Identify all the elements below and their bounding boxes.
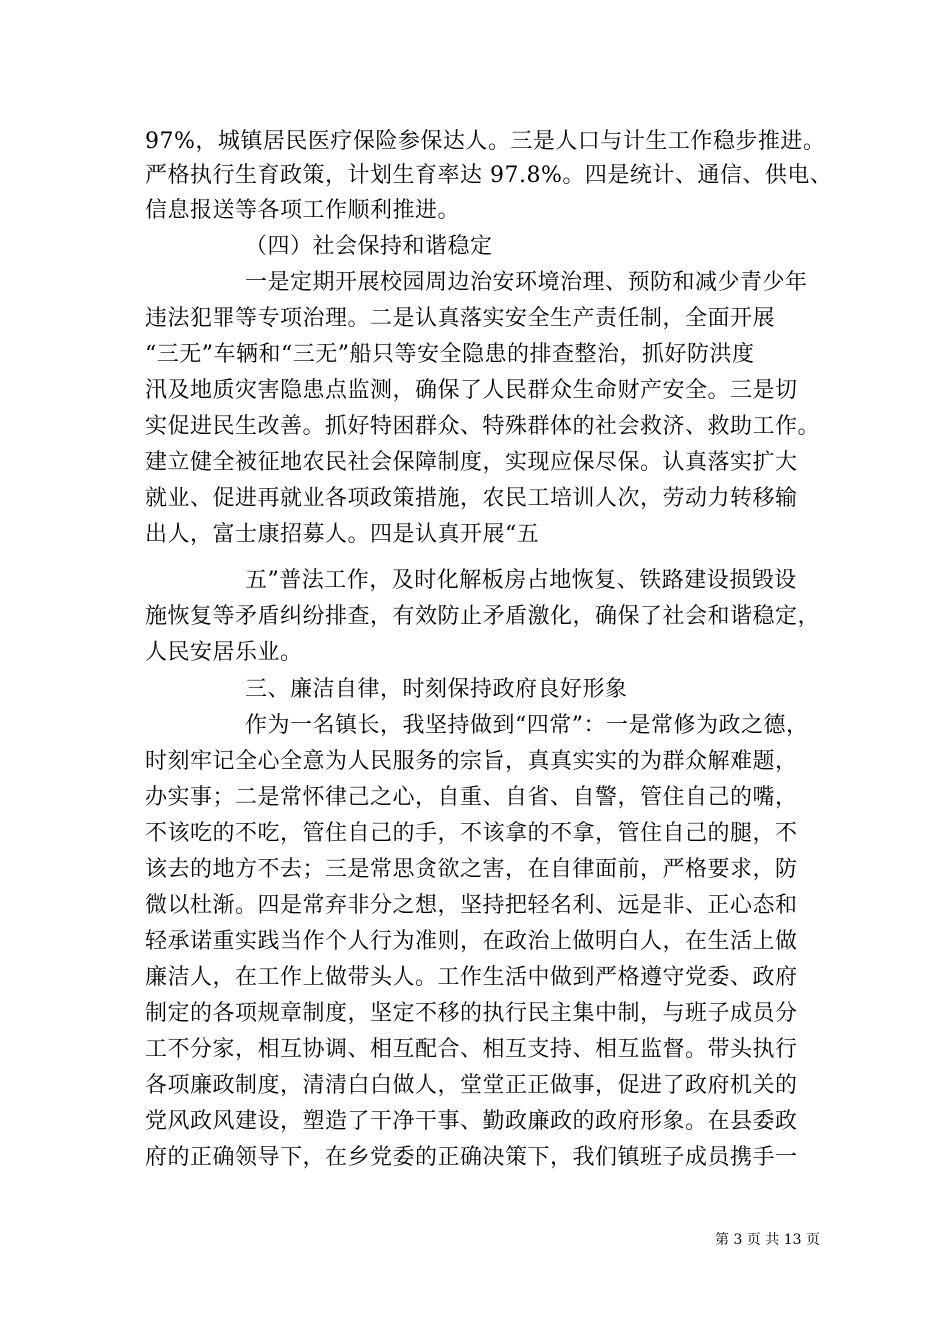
body-text-line: 人民安居乐业。	[145, 640, 303, 665]
body-text-line: 该去的地方不去；三是常思贪欲之害，在自律面前，严格要求，防	[145, 857, 798, 882]
body-text-line: “三无”车辆和“三无”船只等安全隐患的排查整治，抓好防洪度	[145, 342, 755, 367]
body-text-line: 五”普法工作，及时化解板房占地恢复、铁路建设损毁设	[245, 568, 797, 593]
body-text-line: 制定的各项规章制度，坚定不移的执行民主集中制，与班子成员分	[145, 1001, 798, 1026]
body-text-line: 工不分家，相互协调、相互配合、相互支持、相互监督。带头执行	[145, 1037, 798, 1062]
body-text-line: 党风政风建设，塑造了干净干事、勤政廉政的政府形象。在县委政	[145, 1109, 798, 1134]
body-text-line: 办实事；二是常怀律己之心，自重、自省、自警，管住自己的嘴，	[145, 785, 798, 810]
page-number-footer: 第 3 页 共 13 页	[715, 1232, 820, 1248]
body-text-line: 不该吃的不吃，管住自己的手，不该拿的不拿，管住自己的腿，不	[145, 821, 798, 846]
section-heading: 三、廉洁自律，时刻保持政府良好形象	[245, 677, 628, 702]
body-text-line: 严格执行生育政策，计划生育率达 97.8%。四是统计、通信、供电、	[145, 163, 833, 188]
body-text-line: 就业、促进再就业各项政策措施，农民工培训人次，劳动力转移输	[145, 486, 798, 511]
body-text-line: 建立健全被征地农民社会保障制度，实现应保尽保。认真落实扩大	[145, 450, 798, 475]
body-text-line: 违法犯罪等专项治理。二是认真落实安全生产责任制，全面开展	[145, 306, 776, 331]
body-text-line: 汛及地质灾害隐患点监测，确保了人民群众生命财产安全。三是切	[145, 378, 798, 403]
body-text-line: 信息报送等各项工作顺利推进。	[145, 198, 461, 223]
body-text-line: 施恢复等矛盾纠纷排查，有效防止矛盾激化，确保了社会和谐稳定，	[145, 604, 821, 629]
body-text-line: 一是定期开展校园周边治安环境治理、预防和减少青少年	[245, 270, 808, 295]
body-text-line: 出人，富士康招募人。四是认真开展“五	[145, 522, 540, 547]
body-text-line: 府的正确领导下，在乡党委的正确决策下，我们镇班子成员携手一	[145, 1145, 798, 1170]
body-text-line: 轻承诺重实践当作个人行为准则，在政治上做明白人，在生活上做	[145, 929, 798, 954]
body-text-line: 时刻牢记全心全意为人民服务的宗旨，真真实实的为群众解难题，	[145, 749, 798, 774]
section-heading: （四）社会保持和谐稳定	[245, 234, 493, 259]
body-text-line: 实促进民生改善。抓好特困群众、特殊群体的社会救济、救助工作。	[145, 414, 821, 439]
body-text-line: 各项廉政制度，清清白白做人，堂堂正正做事，促进了政府机关的	[145, 1073, 798, 1098]
body-text-line: 97%，城镇居民医疗保险参保达人。三是人口与计生工作稳步推进。	[145, 129, 826, 154]
body-text-line: 廉洁人，在工作上做带头人。工作生活中做到严格遵守党委、政府	[145, 965, 798, 990]
body-text-line: 作为一名镇长，我坚持做到“四常”：一是常修为政之德，	[245, 713, 809, 738]
body-text-line: 微以杜渐。四是常弃非分之想，坚持把轻名利、远是非、正心态和	[145, 893, 798, 918]
